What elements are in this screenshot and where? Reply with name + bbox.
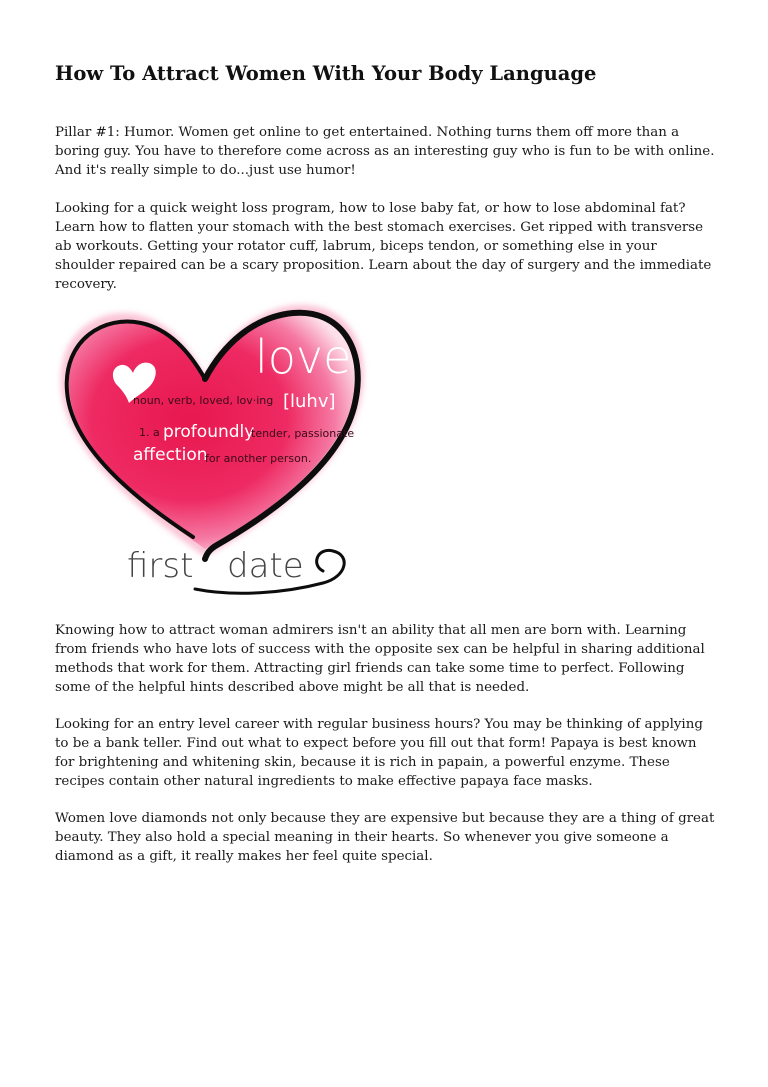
definition-word-affection: affection: [133, 445, 208, 465]
love-word: love: [255, 330, 352, 384]
document-title: How To Attract Women With Your Body Language: [55, 62, 597, 85]
definition-word-profoundly: profoundly: [163, 422, 255, 442]
definition-start: 1. a: [139, 426, 160, 439]
paragraph-humor: Pillar #1: Humor. Women get online to get entertained. Nothing turns them off more than a boring guy. You have to therefore come across as an interesting guy who is fun to be with online. And it's really simple to do...just use humor!: [55, 125, 715, 178]
paragraph-attract: Knowing how to attract woman admirers isn't an ability that all men are born with. Learning from friends who have lots of success with the opposite sex can be helpful in sharing additional methods that work for them. Attracting girl friends can take some time to perfect. Following some of the helpful hints described above might be all that is needed.: [55, 623, 705, 695]
caption-date: date: [227, 546, 304, 586]
pronunciation: [luhv]: [283, 391, 336, 412]
paragraph-diamonds: Women love diamonds not only because they are expensive but because they are a thing of great beauty. They also hold a special meaning in their hearts. So whenever you give someone a diamond as a gift, it really makes her feel quite special.: [55, 811, 715, 864]
definition-end: for another person.: [205, 452, 312, 465]
love-heart-illustration: [55, 287, 375, 605]
caption-first: first: [127, 546, 194, 586]
definition-mid: tender, passionate: [251, 427, 355, 440]
paragraph-career: Looking for an entry level career with regular business hours? You may be thinking of applying to be a bank teller. Find out what to expect before you fill out that form! Papaya is best known for brightening and whitening skin, because it is rich in papain, a powerful enzyme. These recipes contain other natural ingredients to make effective papaya face masks.: [55, 717, 703, 789]
pos-line: noun, verb, loved, lov·ing: [133, 394, 274, 407]
paragraph-weight-loss: Looking for a quick weight loss program, how to lose baby fat, or how to lose abdominal fat? Learn how to flatten your stomach with the best stomach exercises. Get ripped with transverse ab workouts. Getting your rotator cuff, labrum, biceps tendon, or something else in your shoulder repaired can be a scary proposition. Learn about the day of surgery and the immediate recovery.: [55, 201, 712, 292]
